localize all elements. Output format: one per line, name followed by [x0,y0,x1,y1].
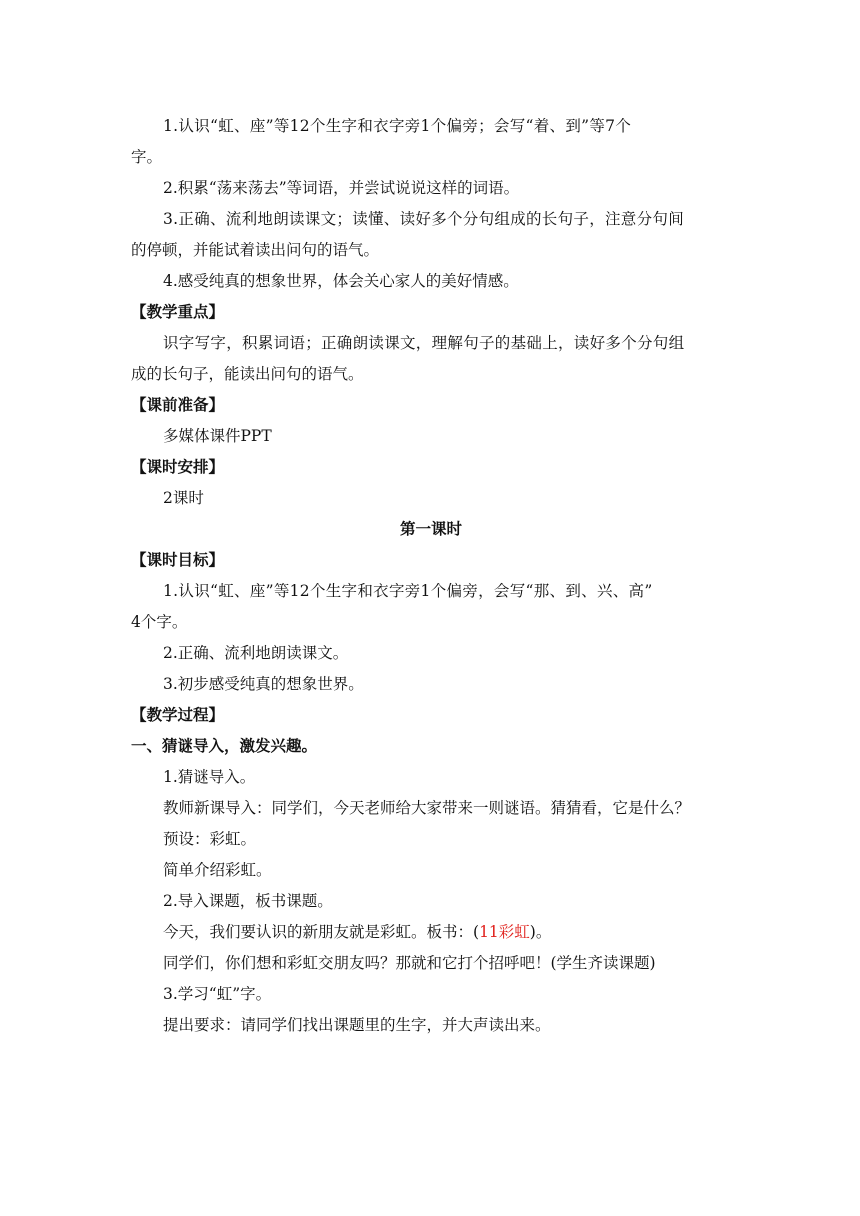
goal-item-3-line-1: 3.正确、流利地朗读课文；读懂、读好多个分句组成的长句子，注意分句间 [163,210,684,228]
key-points-heading: 【教学重点】 [131,303,225,321]
process-step-3: 3.学习“虹”字。 [163,985,272,1003]
process-step-2-text-2: 同学们，你们想和彩虹交朋友吗？那就和它打个招呼吧！(学生齐读课题) [163,954,656,972]
preparation-text: 多媒体课件PPT [163,427,272,445]
lesson-goal-3: 3.初步感受纯真的想象世界。 [163,675,364,693]
document-page [131,111,731,1041]
process-step-3-text: 提出要求：请同学们找出课题里的生字，并大声读出来。 [163,1016,551,1034]
lesson-1-title: 第一课时 [399,520,462,538]
key-points-line-1: 识字写字，积累词语；正确朗读课文，理解句子的基础上，读好多个分句组 [163,334,685,352]
process-section-1-title: 一、猜谜导入，激发兴趣。 [131,737,318,755]
process-step-1-text: 教师新课导入：同学们，今天老师给大家带来一则谜语。猜猜看，它是什么？ [163,799,691,817]
process-step-1-preset: 预设：彩虹。 [163,830,257,848]
lesson-goal-2: 2.正确、流利地朗读课文。 [163,644,349,662]
process-heading: 【教学过程】 [131,706,225,724]
lesson-goal-1-line-1: 1.认识“虹、座”等12个生字和衣字旁1个偏旁，会写“那、到、兴、高” [163,582,653,600]
process-step-1-intro: 简单介绍彩虹。 [163,861,272,879]
process-step-2-text [131,917,731,948]
schedule-heading: 【课时安排】 [131,458,225,476]
goal-item-3-line-2: 的停顿，并能试着读出问句的语气。 [131,241,380,259]
goal-item-4: 4.感受纯真的想象世界，体会关心家人的美好情感。 [163,272,519,290]
lesson-goals-heading: 【课时目标】 [131,551,225,569]
schedule-text: 2课时 [163,489,204,507]
preparation-heading: 【课前准备】 [131,396,225,414]
process-step-1: 1.猜谜导入。 [163,768,256,786]
step-2-text-pre: 今天，我们要认识的新朋友就是彩虹。板书：( [163,923,480,941]
goal-item-2: 2.积累“荡来荡去”等词语，并尝试说说这样的词语。 [163,179,520,197]
goal-item-1-line-1: 1.认识“虹、座”等12个生字和衣字旁1个偏旁；会写“着、到”等7个 [163,117,632,135]
process-step-2: 2.导入课题，板书课题。 [163,892,333,910]
goal-item-1-line-2: 字。 [131,148,163,166]
lesson-goal-1-line-2: 4个字。 [131,613,188,631]
board-title-red: 11彩虹 [479,923,530,941]
step-2-text-post: )。 [529,923,552,941]
key-points-line-2: 成的长句子，能读出问句的语气。 [131,365,364,383]
